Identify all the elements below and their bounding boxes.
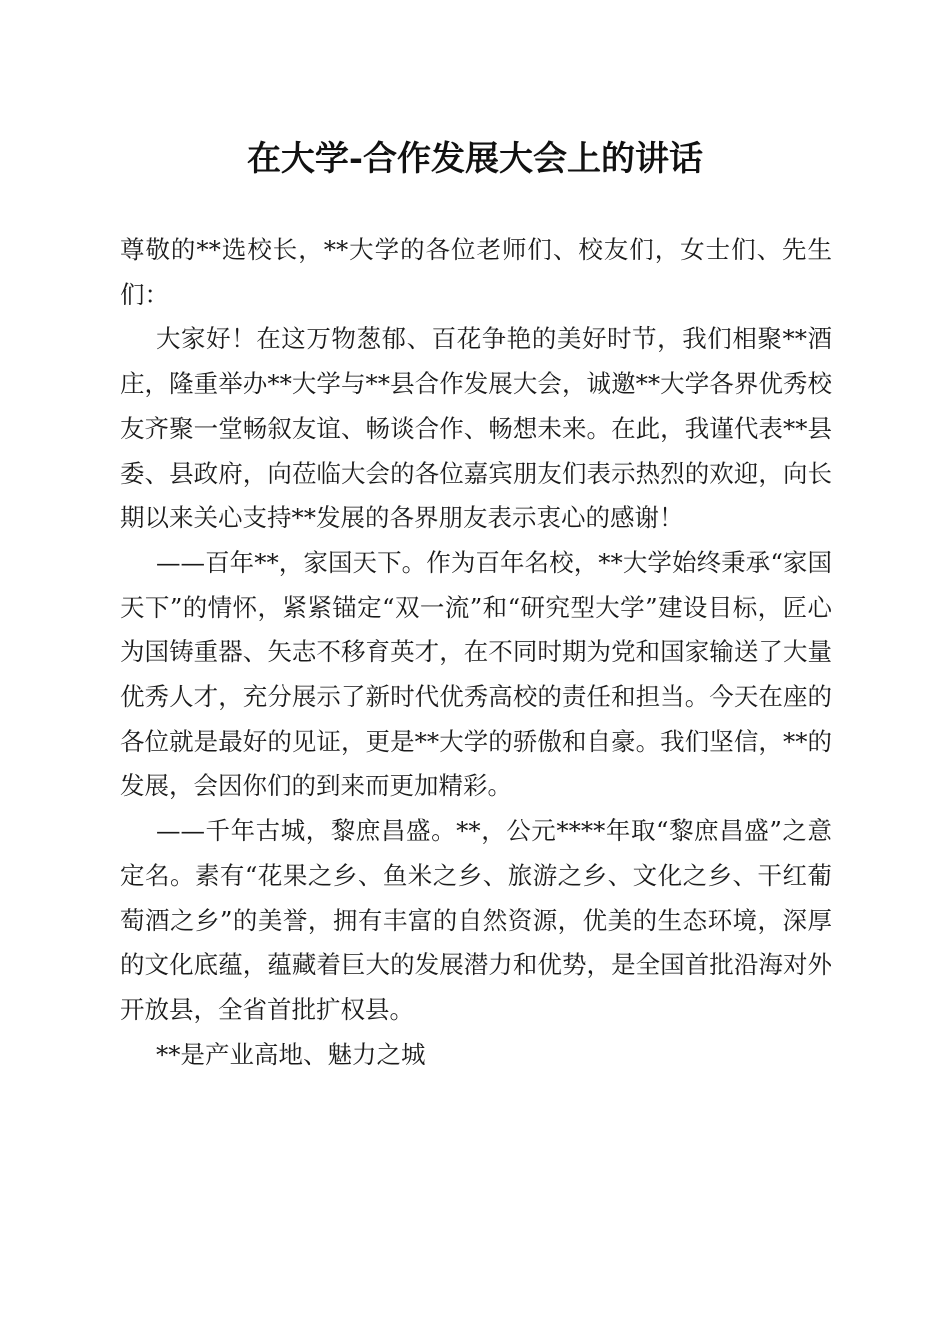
salutation: 尊敬的**选校长，**大学的各位老师们、校友们，女士们、先生们： [120,235,832,309]
document-title: 在大学-合作发展大会上的讲话 [246,139,704,179]
paragraph-greeting: 大家好！在这万物葱郁、百花争艳的美好时节，我们相聚**酒庄，隆重举办**大学与**县合作发展大会，诚邀**大学各界优秀校友齐聚一堂畅叙友谊、畅谈合作、畅想未来。在此，我谨代表**县委、县政府，向莅临大会的各位嘉宾朋友们表示热烈的欢迎，向长期以来关心支持**发展的各界朋友表示衷心的感谢！ [120,324,832,533]
speech-body [120,228,832,1077]
paragraph-industry-heading: **是产业高地、魅力之城 [156,1039,426,1069]
paragraph-ancient-city: ——千年古城，黎庶昌盛。**，公元****年取“黎庶昌盛”之意定名。素有“花果之乡、鱼米之乡、旅游之乡、文化之乡、干红葡萄酒之乡”的美誉，拥有丰富的自然资源，优美的生态环境，深厚的文化底蕴，蕴藏着巨大的发展潜力和优势，是全国首批沿海对外开放县，全省首批扩权县。 [120,816,832,1024]
paragraph-university: ——百年**，家国天下。作为百年名校，**大学始终秉承“家国天下”的情怀，紧紧锚定“双一流”和“研究型大学”建设目标，匠心为国铸重器、矢志不移育英才，在不同时期为党和国家输送了大量优秀人才，充分展示了新时代优秀高校的责任和担当。今天在座的各位就是最好的见证，更是**大学的骄傲和自豪。我们坚信，**的发展，会因你们的到来而更加精彩。 [120,547,832,801]
